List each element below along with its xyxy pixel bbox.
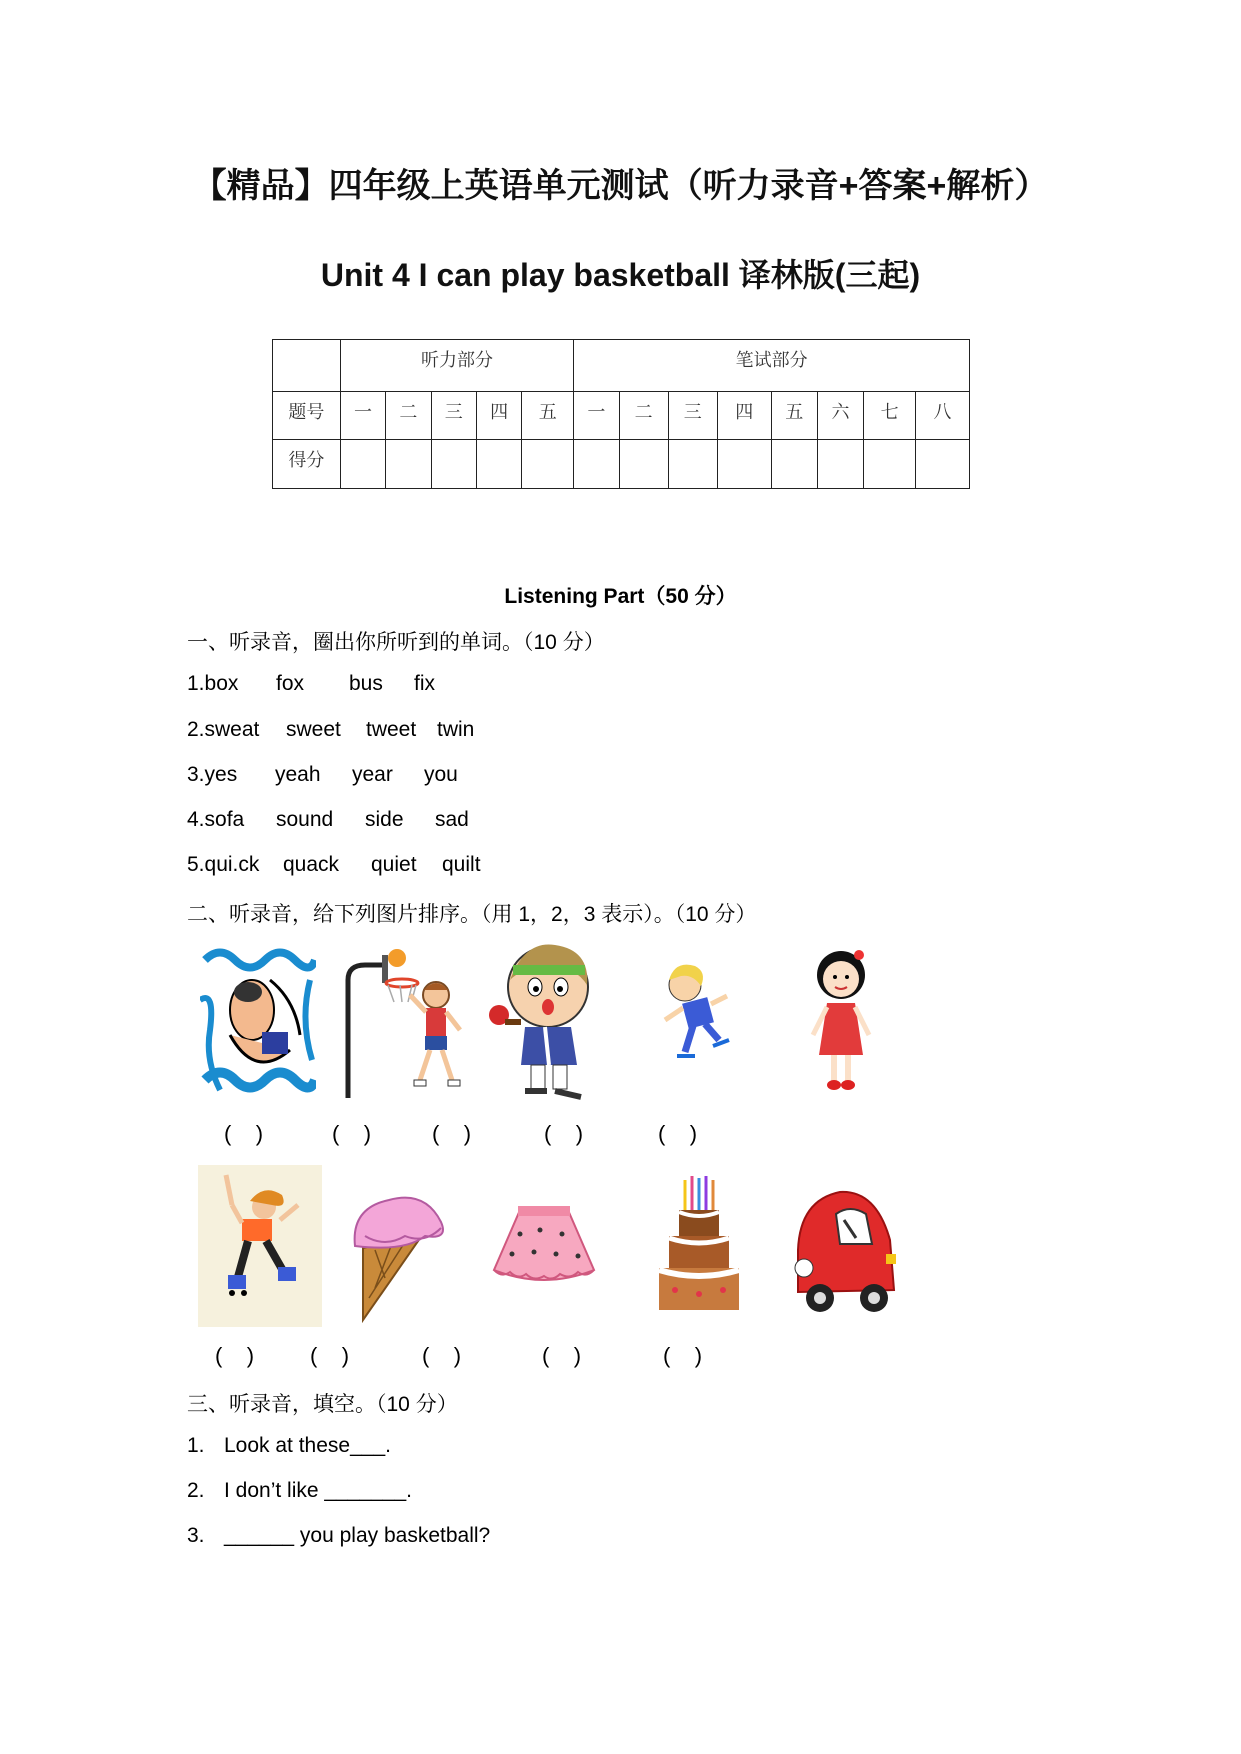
answer-bracket[interactable]: ( ) [422,1343,462,1368]
word-option[interactable]: side [365,808,404,831]
doll-picture [805,945,877,1095]
written-col: 一 [574,392,619,440]
written-col: 八 [916,392,970,440]
answer-bracket[interactable]: ( ) [310,1343,350,1368]
score-cell[interactable] [522,440,574,489]
score-cell[interactable] [431,440,476,489]
word-option[interactable]: you [424,763,458,786]
item-number: 2.sweat [187,718,260,741]
word-option[interactable]: sound [276,808,334,831]
section2-instruction: 二、听录音，给下列图片排序。（用 1，2，3 表示）。（10 分） [187,903,757,926]
fill-blank-sentence[interactable]: I don’t like _______. [224,1479,412,1502]
word-option[interactable]: quack [283,853,340,876]
listening-col: 一 [340,392,385,440]
answer-bracket[interactable]: ( ) [215,1343,255,1368]
word-option[interactable]: fox [276,672,305,695]
written-col: 五 [771,392,817,440]
section1-instruction: 一、听录音，圈出你所听到的单词。（10 分） [187,631,605,654]
rollerskating-girl-picture [198,1165,322,1327]
car-picture [790,1180,902,1330]
number-row-label: 题号 [273,392,341,440]
score-cell[interactable] [619,440,668,489]
written-col: 四 [717,392,771,440]
item-number: 4.sofa [187,808,245,831]
word-option[interactable]: sweet [286,718,341,741]
word-option[interactable]: year [352,763,393,786]
listening-col: 五 [522,392,574,440]
score-cell[interactable] [717,440,771,489]
item-number: 1. [187,1434,205,1457]
swimming-picture [200,940,316,1100]
word-option[interactable]: quilt [442,853,481,876]
score-cell[interactable] [386,440,431,489]
score-table [272,339,970,489]
answer-bracket[interactable]: ( ) [658,1121,698,1146]
word-option[interactable]: fix [414,672,435,695]
listening-part-heading: Listening Part（50 分） [504,585,737,608]
skating-picture [655,960,735,1075]
word-option[interactable]: twin [437,718,475,741]
written-col: 七 [864,392,916,440]
answer-bracket[interactable]: ( ) [224,1121,264,1146]
skirt-picture [490,1200,598,1290]
written-col: 二 [619,392,668,440]
word-option[interactable]: quiet [371,853,417,876]
word-option[interactable]: sad [435,808,469,831]
answer-bracket[interactable]: ( ) [663,1343,703,1368]
fill-blank-sentence[interactable]: Look at these___. [224,1434,391,1457]
written-part-header: 笔试部分 [574,340,970,392]
answer-bracket[interactable]: ( ) [332,1121,372,1146]
listening-col: 三 [431,392,476,440]
ice-cream-picture [345,1178,453,1323]
score-cell[interactable] [864,440,916,489]
score-cell[interactable] [817,440,863,489]
score-cell[interactable] [574,440,619,489]
answer-bracket[interactable]: ( ) [542,1343,582,1368]
score-cell[interactable] [340,440,385,489]
item-number: 5.qui.ck [187,853,260,876]
listening-col: 二 [386,392,431,440]
basketball-picture [340,940,465,1100]
section3-instruction: 三、听录音，填空。（10 分） [187,1393,458,1416]
ping-pong-picture [485,935,610,1105]
word-option[interactable]: bus [349,672,383,695]
score-cell[interactable] [916,440,970,489]
cake-picture [655,1170,743,1325]
word-option[interactable]: yeah [275,763,321,786]
written-col: 三 [668,392,717,440]
listening-part-header: 听力部分 [340,340,573,392]
written-col: 六 [817,392,863,440]
score-cell[interactable] [668,440,717,489]
word-option[interactable]: tweet [366,718,417,741]
item-number: 1.box [187,672,239,695]
item-number: 2. [187,1479,205,1502]
item-number: 3. [187,1524,205,1547]
page-subtitle: Unit 4 I can play basketball 译林版(三起) [320,257,921,293]
score-cell[interactable] [771,440,817,489]
fill-blank-sentence[interactable]: ______ you play basketball? [224,1524,491,1547]
score-row-label: 得分 [273,440,341,489]
answer-bracket[interactable]: ( ) [544,1121,584,1146]
item-number: 3.yes [187,763,238,786]
score-cell[interactable] [476,440,521,489]
answer-bracket[interactable]: ( ) [432,1121,472,1146]
page-title: 【精品】四年级上英语单元测试（听力录音+答案+解析） [192,167,1049,205]
listening-col: 四 [476,392,521,440]
score-table-corner [273,340,341,392]
